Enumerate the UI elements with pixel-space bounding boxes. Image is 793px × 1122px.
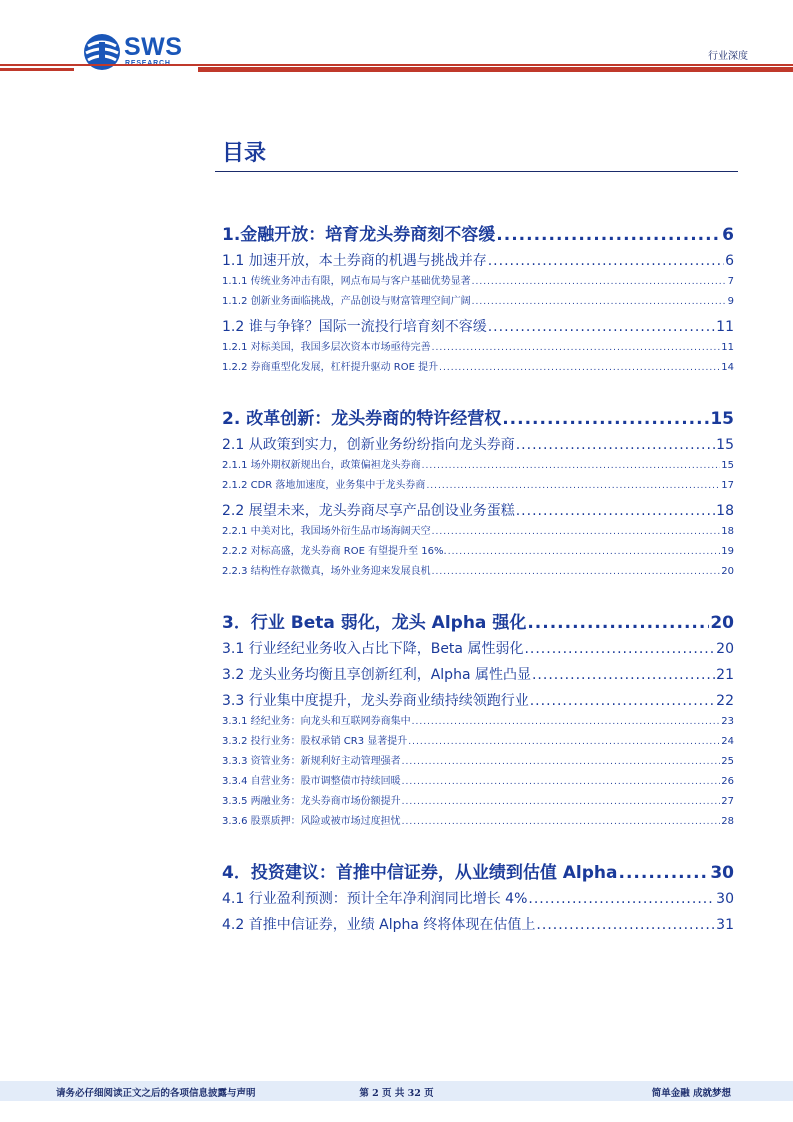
toc-leader-dots — [488, 253, 724, 269]
toc-leader-dots — [536, 917, 715, 933]
toc-entry-text: 1.2.2 券商重型化发展，杠杆提升驱动 ROE 提升 — [222, 362, 439, 373]
toc-leader-dots — [530, 693, 715, 709]
toc-leader-dots — [532, 667, 715, 683]
toc-leader-dots — [432, 567, 721, 577]
toc-entry-level1[interactable] — [222, 858, 734, 882]
toc-entry-page: 18 — [721, 526, 734, 537]
toc-entry-text: 2. 改革创新：龙头券商的特许经营权 — [222, 409, 502, 428]
toc-entry-level2[interactable] — [222, 914, 734, 934]
toc-entry-level1[interactable] — [222, 404, 734, 428]
toc-entry-level2[interactable] — [222, 316, 734, 336]
toc-leader-dots — [402, 757, 721, 767]
toc-entry-level1[interactable] — [222, 608, 734, 632]
toc-entry-text: 1.1.2 创新业务面临挑战，产品创设与财富管理空间广阔 — [222, 296, 471, 307]
toc-entry-text: 1.1 加速开放，本土券商的机遇与挑战并存 — [222, 253, 487, 269]
toc-entry-level1[interactable] — [222, 220, 734, 244]
toc-entry-page: 30 — [710, 863, 734, 882]
toc-leader-dots — [402, 817, 721, 827]
toc-entry-text: 2.2 展望未来，龙头券商尽享产品创设业务蛋糕 — [222, 503, 515, 519]
toc-entry-level2[interactable] — [222, 664, 734, 684]
toc-entry-text: 3.3.3 资管业务：新规利好主动管理强者 — [222, 756, 401, 767]
toc-leader-dots — [527, 613, 709, 632]
toc-entry-level3[interactable] — [222, 542, 734, 560]
toc-entry-page: 31 — [716, 917, 734, 933]
toc-leader-dots — [439, 363, 720, 373]
toc-entry-text: 1.2 谁与争锋？国际一流投行培育刻不容缓 — [222, 319, 487, 335]
toc-entry-text: 1.1.1 传统业务冲击有限，网点布局与客户基础优势显著 — [222, 276, 471, 287]
toc-leader-dots — [618, 863, 709, 882]
toc-entry-page: 20 — [716, 641, 734, 657]
toc-entry-level2[interactable] — [222, 434, 734, 454]
toc-entry-level3[interactable] — [222, 812, 734, 830]
toc-entry-text: 2.1.2 CDR 落地加速度，业务集中于龙头券商 — [222, 480, 426, 491]
toc-entry-text: 3.3.6 股票质押：风险或被市场过度担忧 — [222, 816, 401, 827]
toc-entry-page: 27 — [721, 796, 734, 807]
footer-slogan: 简单金融 成就梦想 — [651, 1088, 731, 1099]
toc-entry-page: 14 — [721, 362, 734, 373]
toc-entry-page: 30 — [716, 891, 734, 907]
toc-entry-level3[interactable] — [222, 562, 734, 580]
toc-entry-level2[interactable] — [222, 888, 734, 908]
toc-entry-text: 1.2.1 对标美国，我国多层次资本市场亟待完善 — [222, 342, 431, 353]
toc-entry-level3[interactable] — [222, 272, 734, 290]
toc-entry-page: 11 — [716, 319, 734, 335]
toc-entry-page: 28 — [721, 816, 734, 827]
toc-entry-text: 4.2 首推中信证券，业绩 Alpha 终将体现在估值上 — [222, 917, 536, 933]
toc-leader-dots — [408, 737, 720, 747]
toc-entry-text: 2.1.1 场外期权新规出台，政策偏袒龙头券商 — [222, 460, 421, 471]
toc-entry-level3[interactable] — [222, 456, 734, 474]
toc-title-rule — [215, 171, 738, 172]
toc-entry-page: 20 — [710, 613, 734, 632]
toc-leader-dots — [432, 527, 721, 537]
toc-leader-dots — [502, 409, 709, 428]
toc-entry-text: 4．投资建议：首推中信证券，从业绩到估值 Alpha — [222, 863, 618, 882]
toc-entry-level3[interactable] — [222, 792, 734, 810]
toc-leader-dots — [402, 797, 721, 807]
toc-entry-page: 9 — [727, 296, 734, 307]
toc-entry-level3[interactable] — [222, 732, 734, 750]
toc-entry-page: 18 — [716, 503, 734, 519]
toc-entry-level3[interactable] — [222, 752, 734, 770]
toc-leader-dots — [432, 343, 721, 353]
section-gap — [222, 830, 734, 846]
toc-entry-page: 15 — [721, 460, 734, 471]
section-gap — [222, 376, 734, 392]
toc-leader-dots — [516, 437, 715, 453]
toc-entry-text: 1.金融开放：培育龙头券商刻不容缓 — [222, 225, 496, 244]
page-header — [0, 0, 793, 80]
table-of-contents — [222, 220, 734, 934]
footer-page-number: 第 2 页 共 32 页 — [359, 1088, 434, 1099]
toc-leader-dots — [488, 319, 715, 335]
toc-entry-level3[interactable] — [222, 476, 734, 494]
toc-entry-level3[interactable] — [222, 522, 734, 540]
toc-entry-page: 23 — [721, 716, 734, 727]
toc-leader-dots — [528, 891, 715, 907]
toc-entry-page: 17 — [721, 480, 734, 491]
toc-entry-level2[interactable] — [222, 638, 734, 658]
toc-entry-text: 3.3.1 经纪业务：向龙头和互联网券商集中 — [222, 716, 411, 727]
toc-entry-level3[interactable] — [222, 358, 734, 376]
toc-leader-dots — [402, 777, 721, 787]
toc-entry-page: 7 — [727, 276, 734, 287]
toc-entry-text: 2.2.1 中美对比，我国场外衍生品市场海阔天空 — [222, 526, 431, 537]
toc-leader-dots — [496, 225, 721, 244]
toc-leader-dots — [516, 503, 715, 519]
toc-entry-page: 21 — [716, 667, 734, 683]
toc-entry-text: 3.3.5 两融业务：龙头券商市场份额提升 — [222, 796, 401, 807]
toc-entry-page: 26 — [721, 776, 734, 787]
header-divider-left — [0, 68, 74, 71]
toc-entry-page: 15 — [710, 409, 734, 428]
toc-leader-dots — [422, 461, 721, 471]
section-gap — [222, 580, 734, 596]
toc-title: 目录 — [222, 141, 267, 166]
toc-entry-page: 15 — [716, 437, 734, 453]
toc-entry-page: 24 — [721, 736, 734, 747]
toc-leader-dots — [412, 717, 721, 727]
toc-entry-text: 3.3 行业集中度提升，龙头券商业绩持续领跑行业 — [222, 693, 529, 709]
toc-leader-dots — [472, 297, 727, 307]
toc-entry-page: 19 — [721, 546, 734, 557]
toc-entry-level3[interactable] — [222, 292, 734, 310]
header-divider-thin — [0, 64, 793, 66]
toc-entry-page: 22 — [716, 693, 734, 709]
toc-entry-text: 3.2 龙头业务均衡且享创新红利，Alpha 属性凸显 — [222, 667, 531, 683]
toc-entry-page: 6 — [722, 225, 734, 244]
toc-leader-dots — [472, 277, 727, 287]
toc-entry-text: 4.1 行业盈利预测：预计全年净利润同比增长 4% — [222, 891, 528, 907]
toc-entry-text: 3.3.2 投行业务：股权承销 CR3 显著提升 — [222, 736, 408, 747]
toc-entry-text: 2.2.2 对标高盛，龙头券商 ROE 有望提升至 16%. — [222, 546, 447, 557]
toc-leader-dots — [426, 481, 720, 491]
footer-disclaimer: 请务必仔细阅读正文之后的各项信息披露与声明 — [56, 1088, 256, 1099]
toc-entry-level2[interactable] — [222, 250, 734, 270]
toc-entry-page: 20 — [721, 566, 734, 577]
toc-entry-page: 11 — [721, 342, 734, 353]
toc-entry-level3[interactable] — [222, 712, 734, 730]
toc-entry-text: 3.3.4 自营业务：股市调整债市持续回暖 — [222, 776, 401, 787]
toc-leader-dots — [524, 641, 715, 657]
toc-entry-page: 6 — [725, 253, 734, 269]
toc-entry-level3[interactable] — [222, 772, 734, 790]
toc-entry-level2[interactable] — [222, 500, 734, 520]
toc-leader-dots — [448, 547, 721, 557]
toc-entry-page: 25 — [721, 756, 734, 767]
toc-entry-text: 3．行业 Beta 弱化，龙头 Alpha 强化 — [222, 613, 527, 632]
header-divider-thick — [198, 67, 793, 72]
toc-entry-level3[interactable] — [222, 338, 734, 356]
toc-entry-level2[interactable] — [222, 690, 734, 710]
toc-entry-text: 2.1 从政策到实力，创新业务纷纷指向龙头券商 — [222, 437, 515, 453]
toc-entry-text: 3.1 行业经纪业务收入占比下降，Beta 属性弱化 — [222, 641, 524, 657]
report-type-label: 行业深度 — [708, 51, 748, 62]
toc-entry-text: 2.2.3 结构性存款微真，场外业务迎来发展良机 — [222, 566, 431, 577]
logo-text: SWS — [124, 33, 183, 61]
